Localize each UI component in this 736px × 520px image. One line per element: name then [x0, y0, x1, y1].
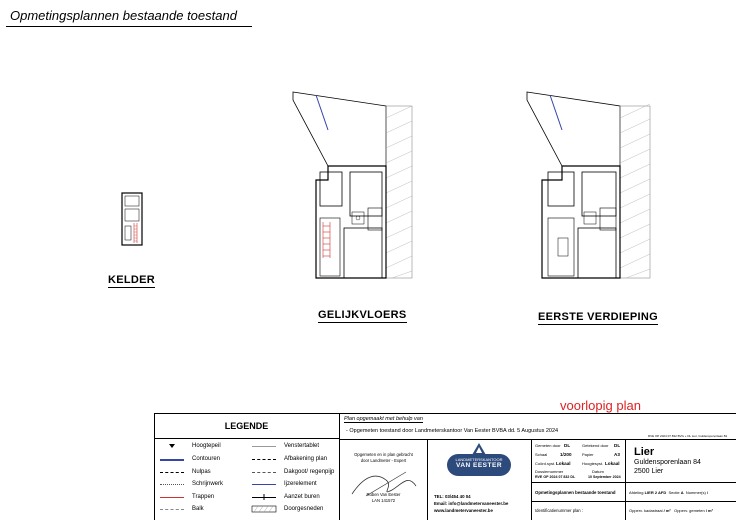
meta-label: Dossiernummer — [535, 469, 564, 474]
cadastre-value: A — [680, 490, 684, 495]
legend-item: Dakgoot/ regenpijp — [250, 467, 334, 477]
dossier-number: RVE OP 2024 07 832 DL — [535, 475, 576, 479]
legend-item: Hoogtepeil — [158, 441, 221, 451]
plan-date: 10 September 2024 — [588, 475, 621, 479]
meta-value: DL — [614, 443, 621, 448]
cadastre — [626, 482, 736, 501]
firm-email[interactable]: Email: info@landmetervaneester.be — [434, 501, 509, 506]
city: Lier — [634, 446, 655, 458]
legend-item: Trappen — [158, 492, 214, 502]
joinery-line-icon — [158, 479, 186, 489]
page-title: Opmetingsplannen bestaande toestand — [10, 8, 237, 23]
legend-item: Contouren — [158, 454, 220, 464]
area-label: Opperv. gemeten — [674, 508, 705, 513]
signature-area — [340, 440, 428, 520]
basement-plan — [118, 190, 150, 248]
survey-source: - Opgemeten toestand door Landmeterskantoor Van Eester BVBA dd. 5 Augustus 2024 — [346, 428, 559, 434]
meta-label: Papier — [582, 452, 594, 457]
meta-label: Getekend door — [582, 443, 609, 448]
legend — [154, 439, 340, 520]
signature-line2: door Landmeter - Expert — [360, 458, 407, 463]
legend-item: Aanzet buren — [250, 492, 320, 502]
cut-section-hatch-icon — [250, 504, 278, 514]
stairs-line-icon — [158, 492, 186, 502]
meta-label: Coörd.syst. — [535, 461, 556, 466]
draft-stamp: voorlopig plan — [560, 398, 641, 413]
surveyor-lan: LAN 141572 — [371, 498, 396, 503]
meta-label: Schaal — [535, 452, 548, 457]
firm-logo: LANDMETERSKANTOOR VAN EESTER — [447, 454, 511, 476]
floor-label-eerste-verdieping: EERSTE VERDIEPING — [538, 311, 659, 323]
nulpas-line-icon — [158, 467, 186, 477]
first-floor-plan — [522, 88, 662, 283]
made-for-label: Plan opgemaakt met behulp van — [344, 416, 423, 422]
meta-label: Gemeten door — [535, 443, 561, 448]
cadastre-label: Sectie — [668, 490, 680, 495]
title-underline — [6, 26, 252, 27]
neighbour-start-icon — [250, 492, 278, 502]
legend-item: Afbakening plan — [250, 454, 327, 464]
legend-item: Venstertablet — [250, 441, 319, 451]
legend-item: Ijzerelement — [250, 479, 317, 489]
meta-grid — [532, 440, 626, 482]
meta-value: A3 — [614, 452, 620, 457]
firm-website[interactable]: www.landmetervaneester.be — [434, 508, 493, 513]
cadastre-label: Nummer(s) — [685, 490, 706, 495]
street-address: Guldensporenlaan 84 — [634, 459, 701, 466]
areas — [626, 501, 736, 520]
elevation-marker-icon — [158, 441, 186, 451]
legend-title: LEGENDE — [154, 413, 340, 439]
beam-line-icon — [158, 504, 186, 514]
meta-value: Lokaal — [556, 461, 571, 466]
cadastre-value: LIER 2 AFD — [644, 490, 667, 495]
ground-floor-plan — [288, 88, 418, 283]
meta-value: 1/200 — [560, 452, 572, 457]
area-value: / m² — [663, 508, 671, 513]
area-label: Opperv. kadastraal — [629, 508, 663, 513]
location — [626, 440, 736, 482]
signature-line1: Opgemeten en in plan gebracht — [354, 452, 413, 457]
meta-value: Lokaal — [605, 461, 620, 466]
firm-phone: TEL: 03/454 40 04 — [434, 494, 471, 499]
cadastre-label: Afdeling — [629, 490, 644, 495]
contour-line-icon — [158, 454, 186, 464]
surveyor-name: Ruben Van Eester — [366, 492, 401, 497]
legend-item: Doorgesneden — [250, 504, 323, 514]
floor-label-gelijkvloers: GELIJKVLOERS — [318, 309, 407, 321]
iron-element-line-icon — [250, 479, 278, 489]
area-value: / m² — [705, 508, 713, 513]
window-sill-line-icon — [250, 441, 278, 451]
meta-label: Hoogtesyst. — [582, 461, 604, 466]
meta-label: Datum — [592, 469, 604, 474]
gutter-line-icon — [250, 467, 278, 477]
legend-item: Nulpas — [158, 467, 211, 477]
meta-value: DL — [564, 443, 571, 448]
plan-boundary-line-icon — [250, 454, 278, 464]
floor-label-kelder: KELDER — [108, 274, 156, 286]
cadastre-value: / — [706, 490, 709, 495]
postal-code: 2500 Lier — [634, 468, 664, 475]
legend-item: Schrijnwerk — [158, 479, 223, 489]
plan-identification: Identificatienummer plan : — [532, 501, 626, 520]
sheet-title: Opmetingsplannen bestaande toestand — [532, 482, 626, 501]
plan-reference: RVE OP 2024 07 832 BVG + DL Lier, Guldensporenlaan 84 — [648, 434, 728, 438]
legend-item: Balk — [158, 504, 204, 514]
